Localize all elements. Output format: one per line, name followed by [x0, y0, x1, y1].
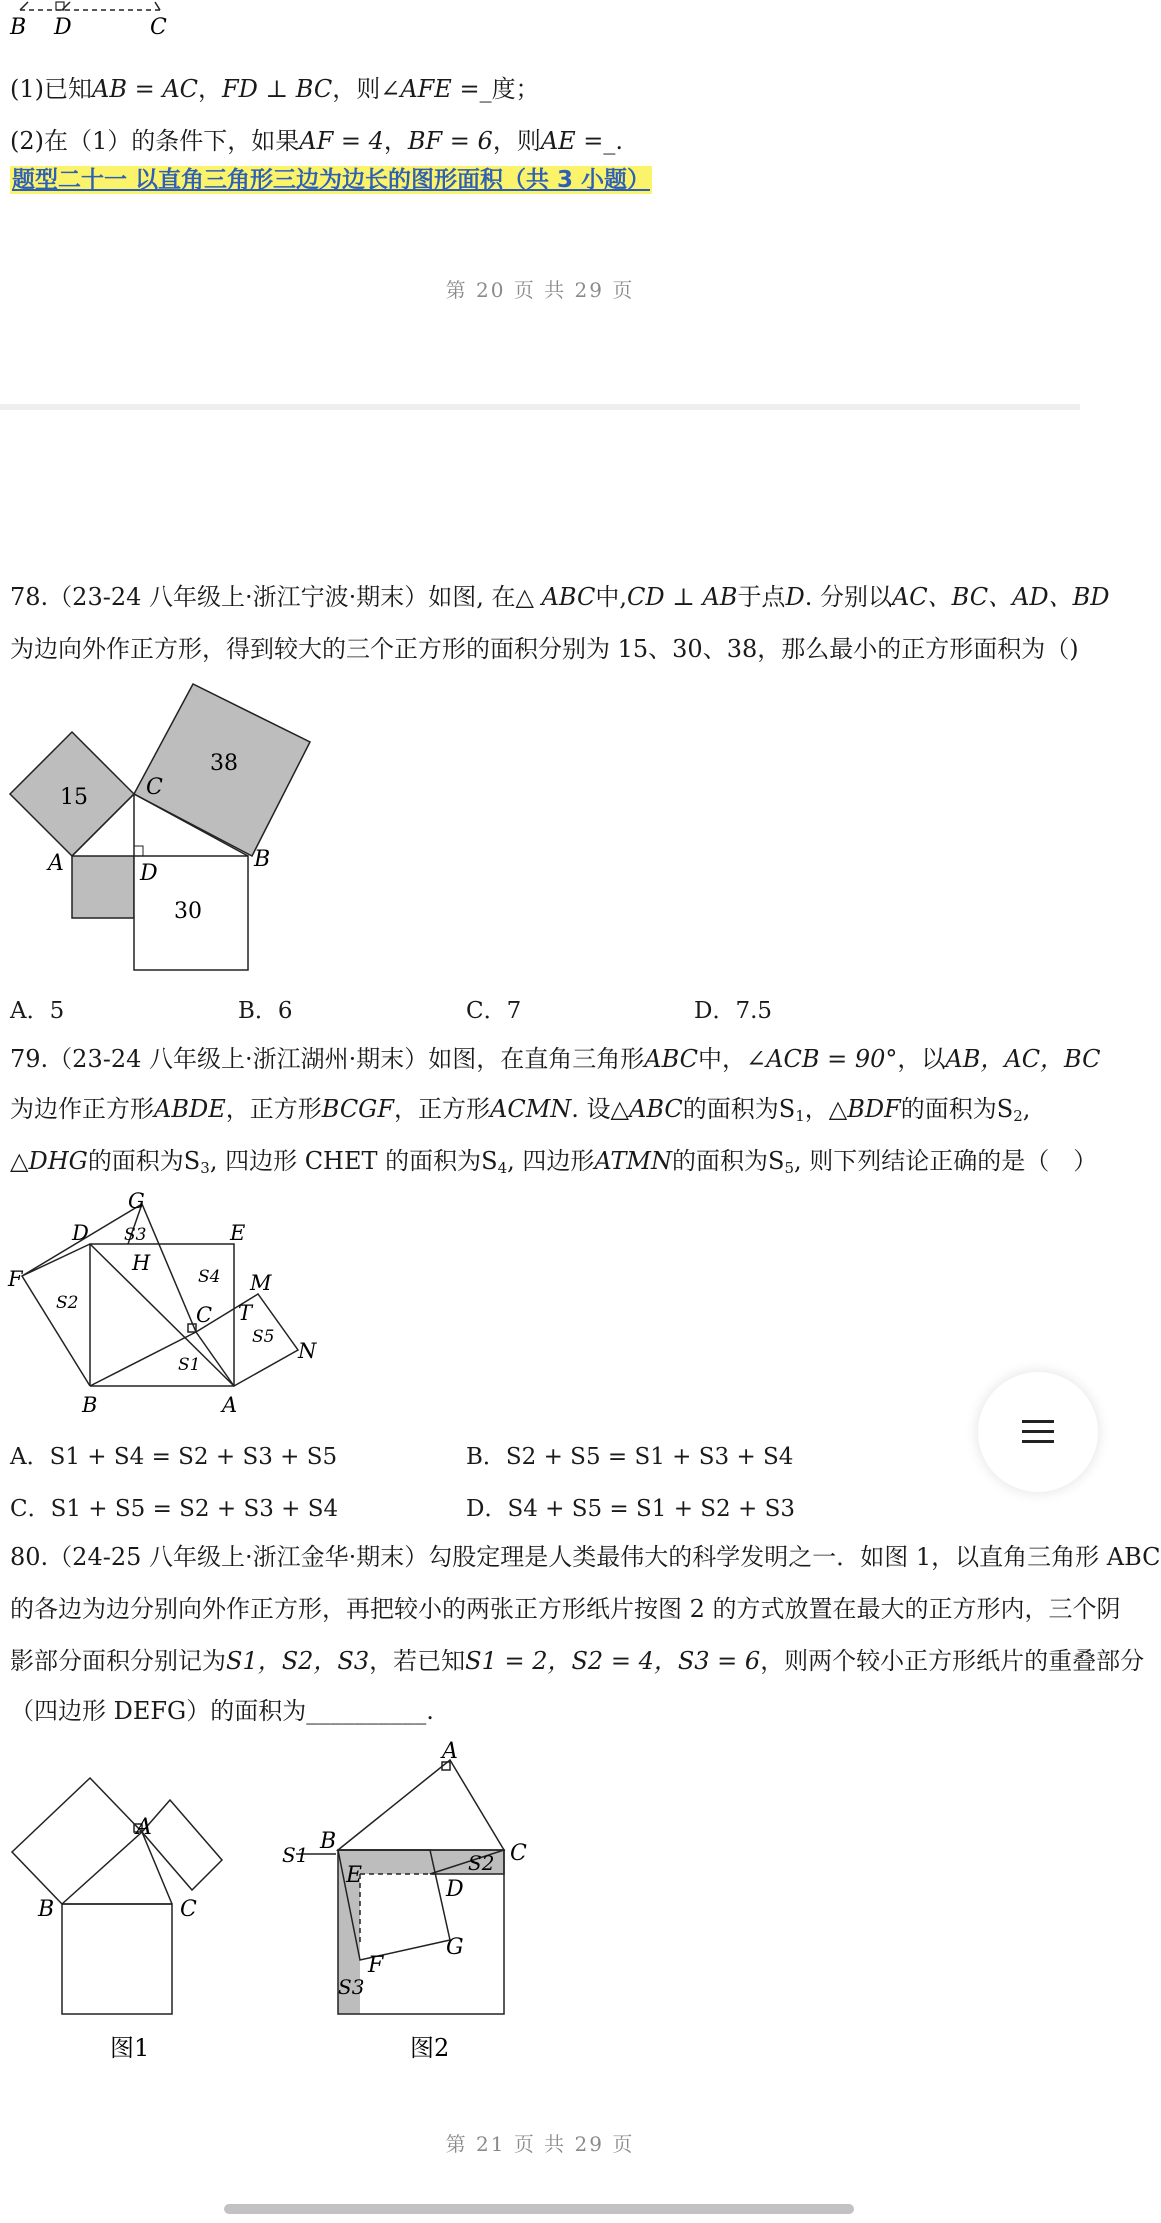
- label-c: C: [150, 15, 167, 40]
- label-s4: S4: [198, 1267, 221, 1287]
- label-n: N: [298, 1339, 317, 1363]
- q80-line3: 影部分面积分别记为S1，S2，S3，若已知S1 = 2，S2 = 4，S3 = 6，则两个较小正方形纸片的重叠部分: [10, 1647, 1145, 1675]
- q78-option-b: B．6: [238, 998, 293, 1024]
- label-d: D: [54, 15, 72, 40]
- q80-line1: 80.（24-25 八年级上·浙江金华·期末）勾股定理是人类最伟大的科学发明之一．如图 1，以直角三角形 ABC: [10, 1543, 1161, 1571]
- q79-option-a: A．S1 + S4 = S2 + S3 + S5: [10, 1444, 338, 1470]
- q79-line3: △DHG的面积为$S_3$, 四边形 CHET 的面积为$S_4$, 四边形ATMN的面积为$S_5$, 则下列结论正确的是（ ）: [10, 1147, 1098, 1177]
- vertex-c: C: [146, 775, 163, 800]
- q80-figure-1: [0, 1740, 240, 2080]
- q78-figure: [0, 670, 340, 980]
- area-label-15: 15: [60, 785, 88, 810]
- fig1-label-b: B: [38, 1897, 55, 1922]
- label-g: G: [128, 1189, 145, 1213]
- square-smallest: [72, 856, 134, 918]
- hamburger-menu-icon: [978, 1372, 1098, 1492]
- fig2-label-c: C: [510, 1841, 527, 1866]
- fig2-label-s3: S3: [338, 1975, 365, 1999]
- label-s2: S2: [56, 1293, 79, 1313]
- fig2-label-g: G: [446, 1935, 464, 1960]
- label-c: C: [196, 1303, 213, 1327]
- page-footer-20: 第 20 页 共 29 页: [445, 278, 635, 302]
- menu-button[interactable]: [978, 1372, 1098, 1492]
- q78-option-c: C．7: [466, 998, 522, 1024]
- fig2-label-e: E: [346, 1863, 363, 1888]
- label-m: M: [250, 1271, 272, 1295]
- page-footer-21: 第 21 页 共 29 页: [445, 2132, 635, 2156]
- q79-option-d: D．S4 + S5 = S1 + S2 + S3: [466, 1496, 795, 1522]
- fig2-label-f: F: [368, 1953, 384, 1978]
- label-f: F: [8, 1267, 23, 1291]
- fig2-label-a: A: [442, 1739, 458, 1764]
- area-label-38: 38: [210, 751, 238, 776]
- area-label-30: 30: [174, 899, 202, 924]
- label-d: D: [72, 1221, 89, 1245]
- q79-option-c: C．S1 + S5 = S2 + S3 + S4: [10, 1496, 339, 1522]
- fig2-label-s1: S1: [282, 1843, 309, 1867]
- fig2-label-b: B: [320, 1829, 337, 1854]
- q78-option-d: D．7.5: [694, 998, 773, 1024]
- fig2-caption: 图2: [410, 2034, 450, 2062]
- label-t: T: [238, 1301, 253, 1325]
- label-s5: S5: [252, 1327, 275, 1347]
- vertex-b: B: [254, 847, 271, 872]
- q79-figure: [0, 1190, 340, 1420]
- q80-figure-2: [270, 1740, 560, 2080]
- q79-line2: 为边作正方形ABDE，正方形BCGF，正方形ACMN. 设△ABC的面积为$S_1$，△BDF的面积为$S_2$,: [10, 1095, 1031, 1125]
- vertex-d: D: [140, 861, 158, 886]
- vertex-a: A: [48, 851, 64, 876]
- q78-line1: 78.（23-24 八年级上·浙江宁波·期末）如图, 在△ ABC中,CD ⊥ AB于点D. 分别以AC、BC、AD、BD: [10, 583, 1110, 611]
- prev-figure-fragment: [0, 0, 200, 40]
- q79-line1: 79.（23-24 八年级上·浙江湖州·期末）如图，在直角三角形ABC中，∠ACB = 90°，以AB，AC，BC: [10, 1045, 1101, 1073]
- label-h: H: [132, 1251, 151, 1275]
- prev-question-1: (1)已知AB = AC，FD ⊥ BC，则∠AFE =_度；: [10, 75, 540, 103]
- page-separator: [0, 404, 1080, 410]
- label-e: E: [230, 1221, 246, 1245]
- home-indicator[interactable]: [224, 2204, 854, 2214]
- fig2-label-s2: S2: [468, 1851, 495, 1875]
- fig1-caption: 图1: [110, 2034, 150, 2062]
- label-b: B: [10, 15, 27, 40]
- q80-line2: 的各边为边分别向外作正方形，再把较小的两张正方形纸片按图 2 的方式放置在最大的正方形内，三个阴: [10, 1595, 1121, 1623]
- label-s1: S1: [178, 1355, 201, 1375]
- label-b: B: [82, 1393, 98, 1417]
- q79-option-b: B．S2 + S5 = S1 + S3 + S4: [466, 1444, 794, 1470]
- prev-question-2: (2)在（1）的条件下，如果AF = 4，BF = 6，则AE =_.: [10, 127, 624, 155]
- label-s3: S3: [124, 1225, 147, 1245]
- q78-option-a: A．5: [10, 998, 65, 1024]
- section-header: 题型二十一 以直角三角形三边为边长的图形面积（共 3 小题）: [12, 167, 651, 193]
- q80-line4: （四边形 DEFG）的面积为__________.: [10, 1697, 434, 1725]
- q78-line2: 为边向外作正方形，得到较大的三个正方形的面积分别为 15、30、38，那么最小的正方形面积为（): [10, 635, 1079, 663]
- fig1-label-a: A: [136, 1815, 152, 1840]
- fig2-label-d: D: [446, 1877, 464, 1902]
- label-a: A: [222, 1393, 238, 1417]
- fig1-label-c: C: [180, 1897, 197, 1922]
